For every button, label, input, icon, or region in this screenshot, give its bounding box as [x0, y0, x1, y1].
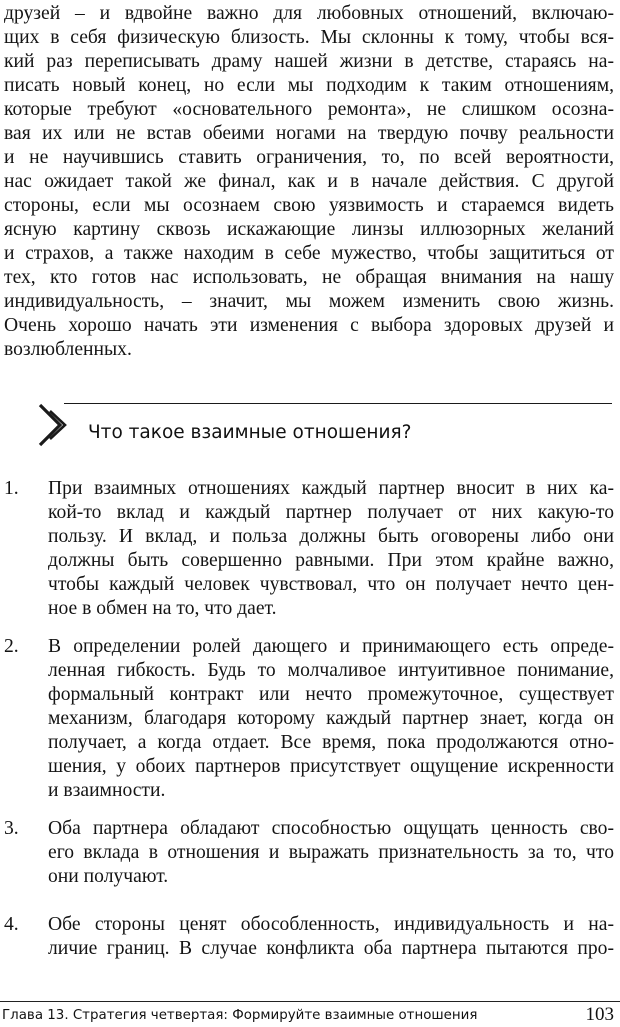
intro-line: индивидуальность, – значит, мы можем изменить свою жизнь.: [4, 291, 614, 312]
list-item-line: формальный контракт или нечто промежуточное, существует: [48, 684, 614, 705]
list-item-line: должны быть совершенно равными. При этом крайне важно,: [48, 550, 614, 571]
intro-line: стороны, если мы осознаем свою уязвимость и стараемся видеть: [4, 195, 614, 216]
heading-divider: [64, 403, 612, 404]
intro-line: Очень хорошо начать эти изменения с выбора здоровых друзей и: [4, 315, 614, 336]
list-item-line: шения, у обоих партнеров присутствует ощущение искренности: [48, 756, 614, 777]
section-title: Что такое взаимные отношения?: [88, 422, 412, 443]
list-item-line: чтобы каждый человек чувствовал, что он получает нечто цен-: [48, 574, 614, 595]
intro-line: щих в себя физическую близость. Мы склонны к тому, чтобы вся-: [4, 27, 614, 48]
intro-line: кий раз переписывать драму нашей жизни в детстве, стараясь на-: [4, 51, 614, 72]
intro-line: которые требуют «основательного ремонта», не слишком осозна-: [4, 99, 614, 120]
list-item-number: 2.: [4, 636, 19, 657]
page-number: 103: [585, 1004, 614, 1025]
intro-line: и не научившись ставить ограничения, то, по всей вероятности,: [4, 147, 614, 168]
list-item-number: 4.: [4, 914, 19, 935]
list-item-line: пользу. И вклад, и польза должны быть оговорены либо они: [48, 526, 614, 547]
list-item-line: получает, а когда отдает. Все время, пока продолжаются отно-: [48, 732, 614, 753]
intro-line: и страхов, а также находим в себе мужество, чтобы защититься от: [4, 243, 614, 264]
list-item-line: ленная гибкость. Будь то молчаливое интуитивное понимание,: [48, 660, 614, 681]
intro-line: нас ожидает такой же финал, как и в начале действия. С другой: [4, 171, 614, 192]
list-item-number: 3.: [4, 818, 19, 839]
list-item-line: При взаимных отношениях каждый партнер вносит в них ка-: [48, 478, 614, 499]
running-footer-chapter: Глава 13. Стратегия четвертая: Формируйте взаимные отношения: [2, 1008, 478, 1023]
intro-line: возлюбленных.: [4, 339, 132, 360]
intro-line: ясную картину сквозь искажающие линзы иллюзорных желаний: [4, 219, 614, 240]
list-item-line: личие границ. В случае конфликта оба партнера пытаются про-: [48, 938, 614, 959]
intro-line: тех, кто готов нас использовать, не обращая внимания на нашу: [4, 267, 614, 288]
list-item-line: Оба партнера обладают способностью ощущать ценность сво-: [48, 818, 614, 839]
list-item-line: ное в обмен на то, что дает.: [48, 598, 277, 619]
footer-divider: [0, 1001, 620, 1002]
list-item-line: Обе стороны ценят обособленность, индивидуальность и на-: [48, 914, 614, 935]
intro-line: писать новый конец, но если мы подходим к таким отношениям,: [4, 75, 614, 96]
intro-line: друзей – и вдвойне важно для любовных отношений, включаю-: [4, 3, 614, 24]
section-heading: [0, 397, 620, 457]
list-item-line: его вклада в отношения и выражать признательность за то, что: [48, 842, 614, 863]
list-item-line: механизм, благодаря которому каждый партнер знает, когда он: [48, 708, 614, 729]
double-chevron-right-icon: [36, 403, 76, 454]
list-item-line: и взаимности.: [48, 780, 166, 801]
list-item-line: В определении ролей дающего и принимающего есть опреде-: [48, 636, 614, 657]
list-item-line: они получают.: [48, 866, 169, 887]
list-item-line: кой-то вклад и каждый партнер получает от них какую-то: [48, 502, 614, 523]
intro-line: вая их или не встав обеими ногами на твердую почву реальности: [4, 123, 614, 144]
list-item-number: 1.: [4, 478, 19, 499]
